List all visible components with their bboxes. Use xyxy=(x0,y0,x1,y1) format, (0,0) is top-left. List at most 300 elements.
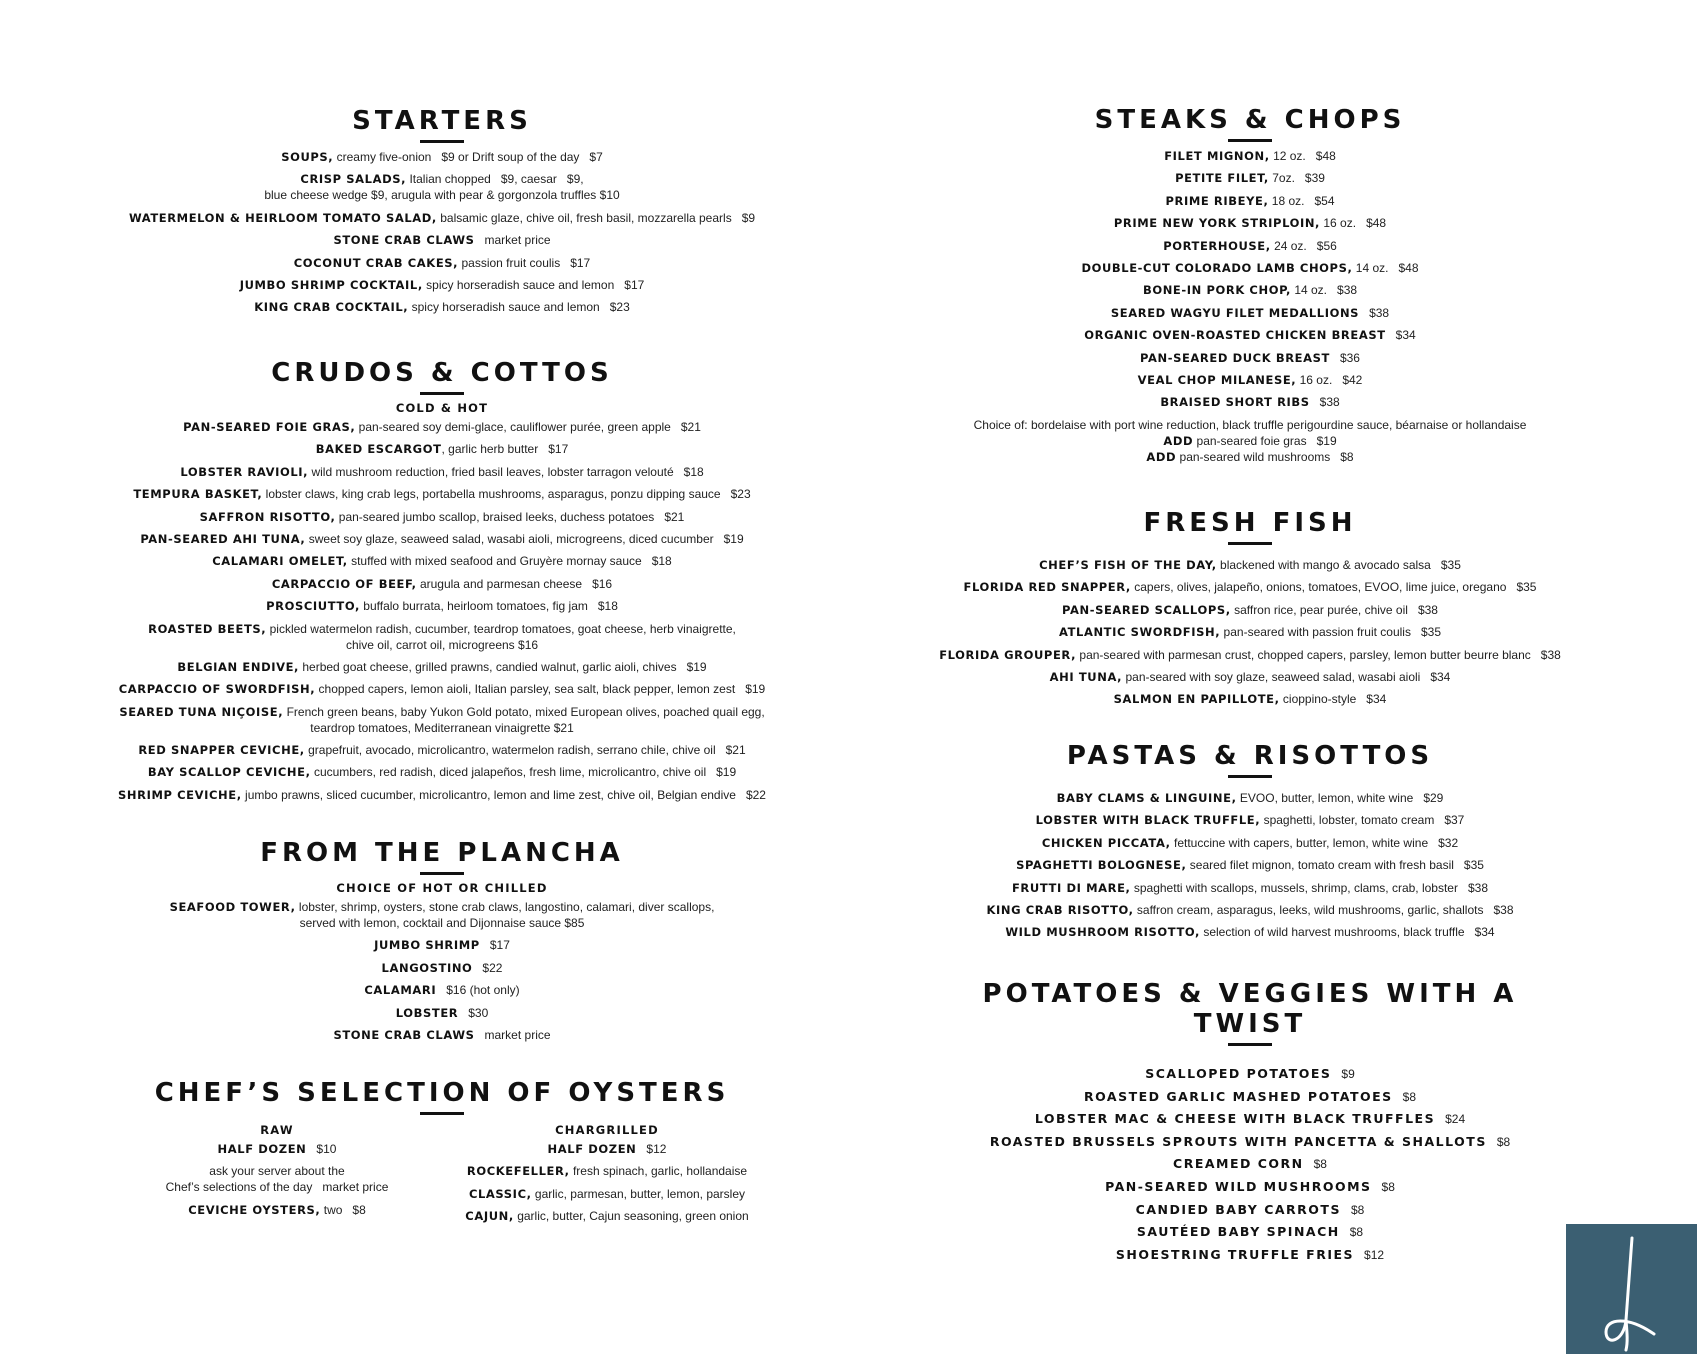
item-name: ORGANIC OVEN-ROASTED CHICKEN BREAST xyxy=(1084,328,1386,343)
item-desc-continued: teardrop tomatoes, Mediterranean vinaigrette $21 xyxy=(310,720,574,735)
menu-item xyxy=(930,602,1570,618)
menu-item xyxy=(930,305,1570,321)
menu-item xyxy=(930,1089,1570,1105)
item-price: $8 xyxy=(1350,1202,1365,1217)
plancha-section xyxy=(112,838,772,1049)
item-desc: 12 oz. xyxy=(1273,149,1306,163)
item-desc: herbed goat cheese, grilled prawns, candied walnut, garlic aioli, chives xyxy=(302,659,677,674)
item-price: $21 xyxy=(725,743,746,758)
menu-item xyxy=(112,621,772,653)
title-underline xyxy=(420,392,464,395)
note-line: ask your server about the xyxy=(209,1164,345,1179)
item-desc: blackened with mango & avocado salsa xyxy=(1220,558,1431,572)
item-name: PAN-SEARED WILD MUSHROOMS xyxy=(1105,1178,1372,1194)
item-price: $21 xyxy=(664,509,685,524)
item-name: FLORIDA GROUPER, xyxy=(939,647,1077,662)
item-price: $34 xyxy=(1474,925,1495,940)
item-name: WATERMELON & HEIRLOOM TOMATO SALAD, xyxy=(128,210,437,225)
item-price: $48 xyxy=(1366,216,1387,231)
menu-item xyxy=(112,232,772,248)
menu-item-list xyxy=(930,557,1570,707)
item-name: WILD MUSHROOM RISOTTO, xyxy=(1005,925,1200,940)
pastas-section xyxy=(930,741,1570,947)
section-title: CRUDOS & COTTOS xyxy=(271,358,613,388)
title-underline xyxy=(1228,1043,1272,1046)
item-desc: seared filet mignon, tomato cream with fresh basil xyxy=(1189,858,1454,873)
item-desc: EVOO, butter, lemon, white wine xyxy=(1239,791,1414,805)
item-price: $34 xyxy=(1366,692,1387,707)
section-title: FROM THE PLANCHA xyxy=(260,838,624,868)
drift-logo-icon xyxy=(1566,1224,1697,1354)
item-name: CALAMARI xyxy=(364,983,437,998)
menu-item xyxy=(112,255,772,271)
item-price: $8 xyxy=(1313,1157,1327,1172)
item-price-extra: $7 xyxy=(589,150,603,164)
menu-item-list xyxy=(930,148,1570,410)
item-price: $18 xyxy=(683,464,704,479)
menu-item xyxy=(112,704,772,736)
crudos-section xyxy=(112,358,772,809)
item-name: PAN-SEARED AHI TUNA, xyxy=(140,531,306,546)
item-price: $17 xyxy=(548,442,569,457)
item-desc: pan-seared with soy glaze, seaweed salad, wasabi aioli xyxy=(1125,669,1421,684)
menu-item xyxy=(112,464,772,480)
item-price: $38 xyxy=(1467,880,1489,895)
menu-item xyxy=(930,857,1570,873)
item-desc: capers, olives, jalapeño, onions, tomatoes, EVOO, lime juice, oregano xyxy=(1134,580,1507,595)
menu-item xyxy=(930,1179,1570,1195)
add-label: ADD xyxy=(1163,433,1194,448)
raw-subtitle: RAW xyxy=(260,1123,294,1137)
sauce-choice-note: Choice of: bordelaise with port wine reduction, black truffle perigourdine sauce, béarnaise or hollandaise xyxy=(973,417,1527,432)
item-name: CALAMARI OMELET, xyxy=(212,554,348,569)
item-name: CARPACCIO OF SWORDFISH, xyxy=(118,682,316,697)
item-desc: spicy horseradish sauce and lemon xyxy=(411,300,600,315)
title-underline xyxy=(420,1112,464,1115)
item-price: $38 xyxy=(1417,602,1438,617)
chargrilled-subtitle: CHARGRILLED xyxy=(555,1123,659,1137)
item-price: $17 xyxy=(570,255,591,270)
item-price: $19 xyxy=(723,531,744,546)
item-price: $19 xyxy=(1316,433,1337,448)
item-name: CRISP SALADS, xyxy=(300,172,407,187)
menu-item xyxy=(930,1134,1570,1150)
item-price: $10 xyxy=(316,1142,337,1156)
item-name: BONE-IN PORK CHOP, xyxy=(1142,283,1291,298)
oysters-section xyxy=(112,1078,772,1224)
item-name: DOUBLE-CUT COLORADO LAMB CHOPS, xyxy=(1081,260,1353,275)
item-desc: 18 oz. xyxy=(1271,193,1305,208)
item-name: ROASTED GARLIC MASHED POTATOES xyxy=(1083,1088,1393,1104)
item-desc: lobster claws, king crab legs, portabella mushrooms, asparagus, ponzu dipping sauce xyxy=(265,487,721,502)
item-price: $54 xyxy=(1314,193,1335,208)
menu-item xyxy=(112,982,772,998)
add-label: ADD xyxy=(1146,449,1177,464)
item-price: $8 xyxy=(1402,1089,1417,1104)
item-desc: cucumbers, red radish, diced jalapeños, fresh lime, microlicantro, chive oil xyxy=(313,765,707,780)
item-price: $8 xyxy=(1496,1134,1511,1149)
item-name: LOBSTER MAC & CHEESE WITH BLACK TRUFFLES xyxy=(1034,1111,1436,1127)
title-underline xyxy=(1228,775,1272,778)
item-name: CREAMED CORN xyxy=(1173,1156,1304,1172)
item-desc: fresh spinach, garlic, hollandaise xyxy=(572,1164,748,1179)
raw-note xyxy=(112,1163,442,1195)
menu-item xyxy=(930,579,1570,595)
item-price: $17 xyxy=(489,938,510,953)
item-desc: 14 oz. xyxy=(1294,283,1328,298)
item-desc: two xyxy=(323,1202,343,1217)
item-desc: arugula and parmesan cheese xyxy=(419,576,583,591)
item-name: CHICKEN PICCATA, xyxy=(1041,835,1171,850)
menu-item-list xyxy=(112,419,772,803)
item-price: $16 (hot only) xyxy=(446,983,520,998)
item-price: $48 xyxy=(1315,149,1336,163)
menu-item xyxy=(112,149,772,165)
item-name: BAY SCALLOP CEVICHE, xyxy=(147,765,311,780)
item-price: $30 xyxy=(468,1005,489,1020)
menu-item xyxy=(432,1208,782,1224)
menu-item xyxy=(930,812,1570,828)
menu-item xyxy=(930,372,1570,388)
item-desc: pan-seared wild mushrooms xyxy=(1179,449,1331,464)
menu-item-list xyxy=(930,790,1570,940)
title-underline xyxy=(420,140,464,143)
item-name: BELGIAN ENDIVE, xyxy=(177,659,300,674)
item-price: $19 xyxy=(716,765,737,780)
item-name: PETITE FILET, xyxy=(1175,171,1269,186)
item-desc: 16 oz. xyxy=(1299,372,1333,387)
item-price: market price xyxy=(484,233,551,248)
item-price: $18 xyxy=(651,554,672,569)
item-name: SHOESTRING TRUFFLE FRIES xyxy=(1115,1246,1355,1262)
menu-item-list xyxy=(930,1066,1570,1263)
item-name: LOBSTER WITH BLACK TRUFFLE, xyxy=(1035,813,1261,828)
item-name: HALF DOZEN xyxy=(217,1142,307,1156)
item-price: $56 xyxy=(1316,238,1337,253)
item-name: STONE CRAB CLAWS xyxy=(333,1027,475,1042)
menu-item xyxy=(930,1111,1570,1127)
section-title: POTATOES & VEGGIES WITH A TWIST xyxy=(982,979,1518,1039)
menu-item xyxy=(930,260,1570,276)
item-price: $8 xyxy=(1381,1179,1395,1194)
menu-item xyxy=(930,624,1570,640)
item-name: ATLANTIC SWORDFISH, xyxy=(1058,625,1221,640)
item-desc: lobster, shrimp, oysters, stone crab claws, langostino, calamari, diver scallops, xyxy=(298,900,715,914)
item-desc: pan-seared with parmesan crust, chopped capers, parsley, lemon butter beurre blanc xyxy=(1079,647,1531,662)
item-desc: pickled watermelon radish, cucumber, teardrop tomatoes, goat cheese, herb vinaigrette, xyxy=(269,621,736,636)
item-name: VEAL CHOP MILANESE, xyxy=(1137,372,1297,387)
menu-item xyxy=(930,170,1570,186)
item-name: KING CRAB RISOTTO, xyxy=(986,902,1134,917)
item-desc: cioppino-style xyxy=(1282,692,1357,707)
item-name: BAKED ESCARGOT xyxy=(315,442,442,457)
item-name: LOBSTER RAVIOLI, xyxy=(180,464,309,479)
menu-item xyxy=(112,598,772,614)
item-price: market price xyxy=(322,1180,389,1195)
item-price-extra: $9, xyxy=(566,172,584,187)
item-price: $17 xyxy=(624,277,645,292)
item-desc: pan-seared foie gras xyxy=(1196,433,1307,448)
menu-item xyxy=(112,441,772,457)
steaks-section xyxy=(930,105,1570,465)
item-desc: pan-seared jumbo scallop, braised leeks, duchess potatoes xyxy=(338,509,655,524)
item-price: $23 xyxy=(609,300,630,315)
item-price: $9, caesar xyxy=(500,172,557,187)
item-desc: pan-seared with passion fruit coulis xyxy=(1223,625,1411,640)
item-name: SAFFRON RISOTTO, xyxy=(199,509,336,524)
item-price: $29 xyxy=(1423,791,1444,805)
section-title: CHEF’S SELECTION OF OYSTERS xyxy=(154,1078,730,1108)
menu-item xyxy=(930,148,1570,164)
raw-oysters xyxy=(112,1121,442,1224)
menu-item xyxy=(112,553,772,569)
item-price: $36 xyxy=(1339,350,1360,365)
menu-item xyxy=(112,742,772,758)
item-price: $19 xyxy=(686,659,707,674)
item-price: $23 xyxy=(730,487,751,502)
item-price: $8 xyxy=(1349,1225,1364,1240)
item-desc: buffalo burrata, heirloom tomatoes, fig jam xyxy=(363,599,588,614)
menu-item xyxy=(930,790,1570,806)
item-name: JUMBO SHRIMP COCKTAIL, xyxy=(239,277,423,292)
add-on-item xyxy=(930,449,1570,465)
item-price: $16 xyxy=(592,576,613,591)
menu-item xyxy=(930,215,1570,231)
item-price: $9 or Drift soup of the day xyxy=(441,150,580,164)
item-name: CAJUN, xyxy=(465,1209,514,1224)
menu-item xyxy=(930,669,1570,685)
menu-item xyxy=(112,171,772,203)
menu-item xyxy=(432,1141,782,1157)
item-name: FLORIDA RED SNAPPER, xyxy=(963,580,1131,595)
menu-item xyxy=(930,1066,1570,1082)
menu-item xyxy=(112,531,772,547)
item-price: $8 xyxy=(1340,449,1354,464)
menu-item xyxy=(930,1202,1570,1218)
item-price: $38 xyxy=(1337,283,1358,298)
item-name: TEMPURA BASKET, xyxy=(133,487,263,502)
item-desc-continued: blue cheese wedge $9, arugula with pear & gorgonzola truffles $10 xyxy=(264,188,620,203)
item-desc: balsamic glaze, chive oil, fresh basil, mozzarella pearls xyxy=(440,210,732,225)
menu-item xyxy=(112,1202,442,1218)
section-title: FRESH FISH xyxy=(1143,508,1357,538)
menu-item xyxy=(112,899,772,931)
veggies-section xyxy=(930,979,1570,1269)
item-price: $18 xyxy=(597,599,618,614)
item-name: SEARED TUNA NIÇOISE, xyxy=(119,704,284,719)
item-desc: French green beans, baby Yukon Gold potato, mixed European olives, poached quail egg, xyxy=(286,704,765,719)
menu-item xyxy=(930,902,1570,918)
menu-item xyxy=(930,193,1570,209)
item-price: $12 xyxy=(646,1142,667,1156)
item-name: CLASSIC, xyxy=(468,1186,532,1201)
menu-item xyxy=(930,647,1570,663)
brand-logo xyxy=(1566,1224,1697,1354)
item-price: $19 xyxy=(745,682,766,697)
menu-item xyxy=(112,1005,772,1021)
item-desc: garlic, butter, Cajun seasoning, green onion xyxy=(517,1209,749,1224)
item-name: CHEF’S FISH OF THE DAY, xyxy=(1039,558,1217,572)
item-name: SAUTÉED BABY SPINACH xyxy=(1136,1224,1340,1240)
item-desc: spaghetti with scallops, mussels, shrimp, clams, crab, lobster xyxy=(1133,880,1458,895)
chargrilled-oysters xyxy=(432,1121,782,1231)
menu-item xyxy=(930,835,1570,851)
item-price: $38 xyxy=(1319,395,1340,410)
item-price: $34 xyxy=(1430,669,1451,684)
item-name: AHI TUNA, xyxy=(1049,669,1123,684)
item-name: CARPACCIO OF BEEF, xyxy=(271,576,417,591)
menu-item xyxy=(930,1247,1570,1263)
menu-item xyxy=(112,277,772,293)
item-price: $22 xyxy=(745,787,766,802)
item-desc-continued: chive oil, carrot oil, microgreens $16 xyxy=(345,637,539,652)
menu-item xyxy=(112,960,772,976)
item-name: PRIME RIBEYE, xyxy=(1165,193,1269,208)
item-name: SOUPS, xyxy=(281,150,334,164)
item-price: $35 xyxy=(1440,558,1461,572)
menu-item xyxy=(112,486,772,502)
menu-item xyxy=(112,299,772,315)
menu-item xyxy=(112,764,772,780)
item-desc: creamy five-onion xyxy=(336,150,432,164)
item-price: $8 xyxy=(352,1202,366,1217)
menu-item xyxy=(432,1186,782,1202)
item-price: $32 xyxy=(1438,835,1459,850)
title-underline xyxy=(1228,542,1272,545)
item-name: PAN-SEARED DUCK BREAST xyxy=(1140,350,1330,365)
menu-item xyxy=(930,557,1570,573)
section-title: STARTERS xyxy=(352,106,532,136)
item-name: CANDIED BABY CARROTS xyxy=(1135,1201,1341,1217)
menu-item xyxy=(112,937,772,953)
item-price: $34 xyxy=(1395,328,1416,343)
item-name: PORTERHOUSE, xyxy=(1163,238,1271,253)
item-price: $35 xyxy=(1420,625,1442,640)
item-name: SEAFOOD TOWER, xyxy=(169,900,296,914)
item-name: SEARED WAGYU FILET MEDALLIONS xyxy=(1110,305,1360,320)
item-name: HALF DOZEN xyxy=(547,1142,637,1156)
item-name: ROASTED BEETS, xyxy=(148,621,267,636)
note-line: Chef’s selections of the day xyxy=(165,1180,313,1195)
fish-section xyxy=(930,508,1570,714)
item-price: $38 xyxy=(1493,902,1514,917)
menu-item xyxy=(112,659,772,675)
item-desc: garlic, parmesan, butter, lemon, parsley xyxy=(534,1186,746,1201)
item-name: SHRIMP CEVICHE, xyxy=(118,787,242,802)
item-desc: 14 oz. xyxy=(1355,260,1389,275)
menu-item xyxy=(112,509,772,525)
item-name: FILET MIGNON, xyxy=(1164,149,1270,163)
item-price: $35 xyxy=(1463,858,1484,873)
menu-item xyxy=(112,419,772,435)
item-desc: stuffed with mixed seafood and Gruyère mornay sauce xyxy=(351,554,642,569)
item-desc: grapefruit, avocado, microlicantro, watermelon radish, serrano chile, chive oil xyxy=(308,743,716,758)
item-name: STONE CRAB CLAWS xyxy=(333,233,475,248)
menu-item xyxy=(112,576,772,592)
item-desc: spaghetti, lobster, tomato cream xyxy=(1263,813,1435,828)
title-underline xyxy=(420,872,464,875)
item-name: SALMON EN PAPILLOTE, xyxy=(1113,692,1280,707)
item-desc: saffron rice, pear purée, chive oil xyxy=(1234,602,1408,617)
menu-item xyxy=(930,350,1570,366)
menu-item xyxy=(112,787,772,803)
menu-item-list xyxy=(112,899,772,1043)
item-price: $21 xyxy=(680,420,701,434)
menu-item xyxy=(930,238,1570,254)
item-desc: pan-seared soy demi-glace, cauliflower purée, green apple xyxy=(358,420,671,434)
item-name: SCALLOPED POTATOES xyxy=(1145,1066,1332,1081)
item-price: $9 xyxy=(1341,1067,1355,1081)
item-name: PRIME NEW YORK STRIPLOIN, xyxy=(1113,216,1321,231)
item-price: $39 xyxy=(1304,171,1325,186)
item-price: $12 xyxy=(1364,1247,1385,1262)
menu-item-list xyxy=(432,1141,782,1224)
menu-item xyxy=(432,1163,782,1179)
item-desc: , garlic herb butter xyxy=(441,442,539,457)
item-name: PAN-SEARED SCALLOPS, xyxy=(1062,602,1231,617)
item-desc: chopped capers, lemon aioli, Italian parsley, sea salt, black pepper, lemon zest xyxy=(318,682,736,697)
item-price: $35 xyxy=(1516,580,1537,595)
item-name: SPAGHETTI BOLOGNESE, xyxy=(1016,858,1187,873)
section-subtitle: CHOICE OF HOT OR CHILLED xyxy=(336,881,548,895)
item-desc-continued: served with lemon, cocktail and Dijonnaise sauce $85 xyxy=(299,916,585,930)
item-price: $24 xyxy=(1445,1112,1466,1127)
item-name: PROSCIUTTO, xyxy=(266,599,360,614)
item-desc: Italian chopped xyxy=(409,172,491,187)
item-desc: 16 oz. xyxy=(1323,216,1357,231)
item-name: PAN-SEARED FOIE GRAS, xyxy=(183,420,356,434)
item-desc: sweet soy glaze, seaweed salad, wasabi aioli, microgreens, diced cucumber xyxy=(308,531,714,546)
item-name: LANGOSTINO xyxy=(381,960,473,975)
item-name: LOBSTER xyxy=(395,1005,459,1020)
add-on-item xyxy=(930,433,1570,449)
item-name: RED SNAPPER CEVICHE, xyxy=(138,743,305,758)
item-price: $38 xyxy=(1540,647,1561,662)
item-desc: wild mushroom reduction, fried basil leaves, lobster tarragon velouté xyxy=(311,464,674,479)
item-name: BABY CLAMS & LINGUINE, xyxy=(1056,791,1237,805)
menu-item xyxy=(930,691,1570,707)
menu-item xyxy=(930,327,1570,343)
item-price: market price xyxy=(484,1027,551,1042)
item-desc: passion fruit coulis xyxy=(461,255,561,270)
menu-item xyxy=(930,1224,1570,1240)
item-price: $37 xyxy=(1444,813,1465,828)
item-name: ROCKEFELLER, xyxy=(466,1164,570,1179)
starters-section xyxy=(112,106,772,322)
item-desc: 24 oz. xyxy=(1274,238,1307,253)
menu-item xyxy=(112,210,772,226)
title-underline xyxy=(1228,139,1272,142)
menu-item xyxy=(930,924,1570,940)
item-price: $48 xyxy=(1398,260,1419,275)
item-price: $42 xyxy=(1342,372,1363,387)
item-name: KING CRAB COCKTAIL, xyxy=(254,300,409,315)
menu-item xyxy=(930,1156,1570,1172)
menu-item-list xyxy=(112,149,772,315)
item-desc: spicy horseradish sauce and lemon xyxy=(426,277,615,292)
menu-item xyxy=(930,282,1570,298)
item-name: ROASTED BRUSSELS SPROUTS WITH PANCETTA & SHALLOTS xyxy=(989,1133,1487,1149)
item-name: CEVICHE OYSTERS, xyxy=(188,1202,321,1217)
item-price: $22 xyxy=(482,960,503,975)
item-price: $38 xyxy=(1369,305,1390,320)
section-subtitle: COLD & HOT xyxy=(395,401,489,415)
item-desc: saffron cream, asparagus, leeks, wild mushrooms, garlic, shallots xyxy=(1136,902,1484,917)
menu-item xyxy=(930,394,1570,410)
menu-item xyxy=(112,681,772,697)
item-desc: 7oz. xyxy=(1272,171,1295,186)
item-price: $9 xyxy=(741,210,756,225)
